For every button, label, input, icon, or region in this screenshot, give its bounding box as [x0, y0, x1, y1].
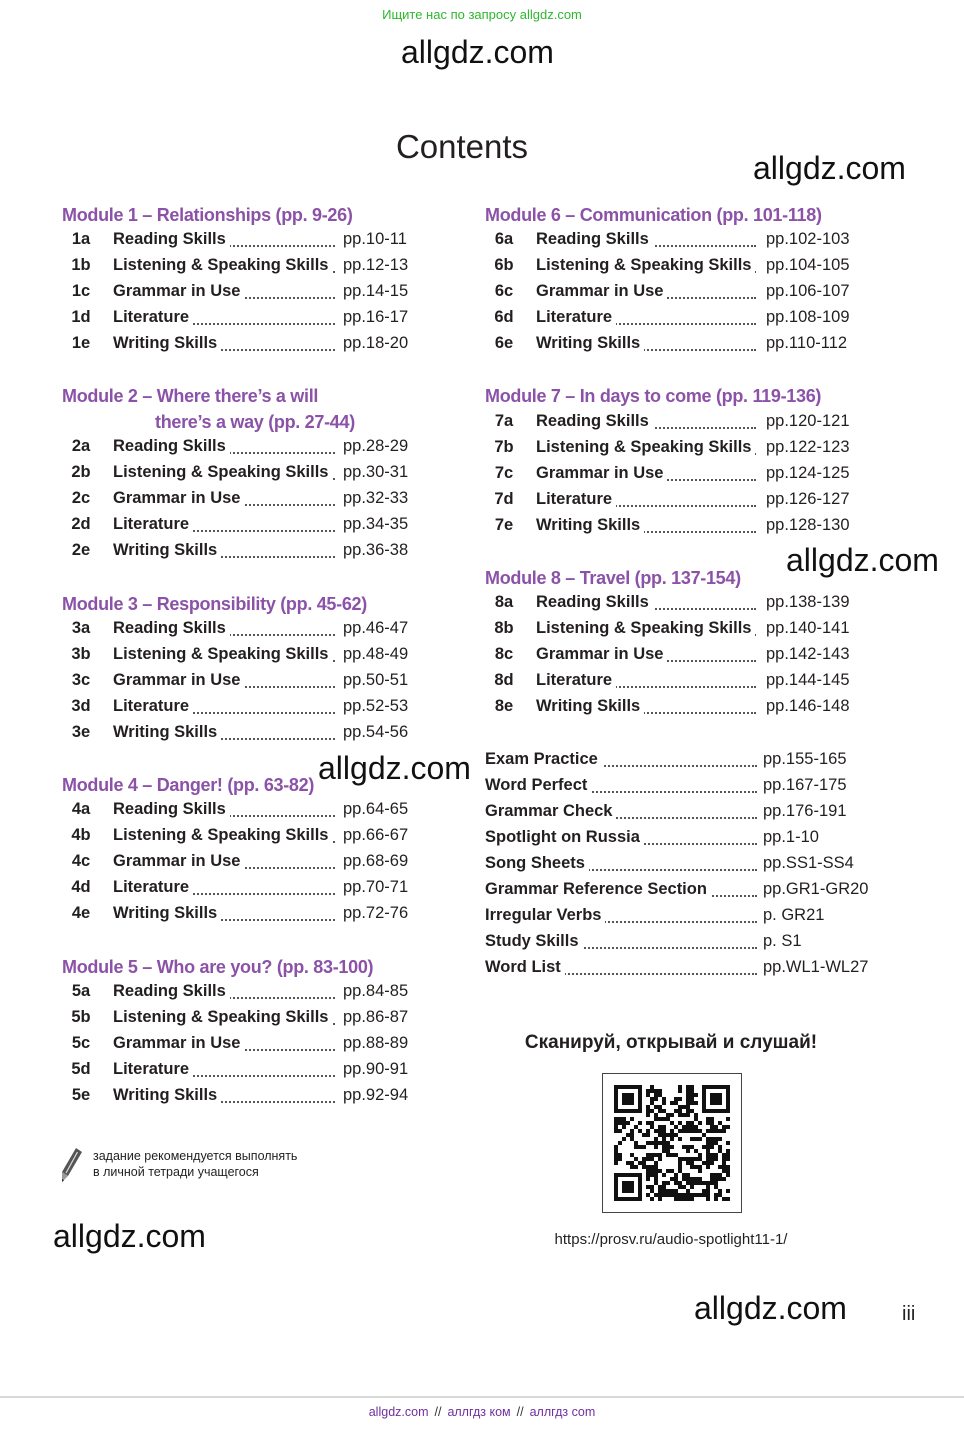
toc-entry[interactable]: [67, 1060, 425, 1086]
lesson-title: Listening & Speaking Skills: [536, 619, 755, 638]
lesson-code: 5b: [71, 1008, 91, 1026]
lesson-code: 3d: [71, 697, 91, 715]
module-heading: Module 3 – Responsibility (pp. 45-62): [62, 594, 367, 614]
lesson-code: 5a: [71, 982, 91, 1000]
section-title: Grammar Reference Section: [485, 880, 711, 899]
toc-entry[interactable]: [490, 282, 850, 308]
watermark: allgdz.com: [401, 34, 554, 70]
toc-entry[interactable]: [490, 308, 850, 334]
lesson-code: 6b: [494, 256, 514, 274]
page-range: pp.34-35: [339, 515, 408, 534]
lesson-code: 5c: [71, 1034, 91, 1052]
lesson-title: Literature: [113, 515, 193, 534]
pencil-icon: [58, 1146, 84, 1184]
watermark: allgdz.com: [53, 1218, 206, 1254]
toc-entry[interactable]: [67, 878, 425, 904]
lesson-code: 7c: [494, 464, 514, 482]
module-heading: Module 7 – In days to come (pp. 119-136): [485, 386, 822, 406]
lesson-code: 6e: [494, 334, 514, 352]
toc-entry[interactable]: [485, 776, 865, 802]
workbook-note: [93, 1148, 297, 1180]
lesson-code: 3b: [71, 645, 91, 663]
lesson-title: Literature: [536, 490, 616, 509]
lesson-code: 8b: [494, 619, 514, 637]
lesson-code: 5e: [71, 1086, 91, 1104]
lesson-title: Listening & Speaking Skills: [113, 645, 332, 664]
page-range: pp.110-112: [762, 334, 847, 353]
lesson-title: Grammar in Use: [113, 282, 244, 301]
page-range: pp.108-109: [762, 308, 850, 327]
lesson-code: 3c: [71, 671, 91, 689]
section-title: Grammar Check: [485, 802, 616, 821]
lesson-title: Writing Skills: [536, 516, 644, 535]
page-range: pp.32-33: [339, 489, 408, 508]
page-range: pp.176-191: [763, 802, 847, 820]
toc-entry[interactable]: [67, 1008, 425, 1034]
lesson-code: 4e: [71, 904, 91, 922]
page-range: pp.126-127: [762, 490, 850, 509]
top-note: Ищите нас по запросу allgdz.com: [382, 7, 582, 22]
page-range: pp.146-148: [762, 697, 850, 716]
page-range: p. GR21: [763, 906, 825, 924]
toc-entry[interactable]: [67, 463, 425, 489]
toc-entry[interactable]: [490, 334, 846, 360]
toc-entry[interactable]: [67, 230, 425, 256]
section-title: Spotlight on Russia: [485, 828, 644, 847]
toc-entry[interactable]: [490, 230, 850, 256]
footer-link[interactable]: аллгдз ком: [447, 1405, 511, 1419]
lesson-title: Grammar in Use: [536, 645, 667, 664]
lesson-title: Reading Skills: [113, 437, 230, 456]
lesson-title: Literature: [113, 697, 193, 716]
lesson-code: 2a: [71, 437, 91, 455]
lesson-code: 1d: [71, 308, 91, 326]
toc-entry[interactable]: [67, 800, 425, 826]
toc-entry[interactable]: [67, 515, 425, 541]
section-title: Word Perfect: [485, 776, 591, 795]
page-range: pp.50-51: [339, 671, 408, 690]
toc-entry[interactable]: [490, 593, 850, 619]
page-range: pp.28-29: [339, 437, 408, 456]
toc-entry[interactable]: [67, 437, 425, 463]
lesson-code: 2c: [71, 489, 91, 507]
lesson-title: Writing Skills: [113, 723, 221, 742]
page-range: pp.70-71: [339, 878, 408, 897]
lesson-code: 2d: [71, 515, 91, 533]
page-range: pp.167-175: [763, 776, 847, 794]
page-range: pp.144-145: [762, 671, 850, 690]
lesson-title: Literature: [536, 308, 616, 327]
toc-entry[interactable]: [490, 412, 850, 438]
page-title: Contents: [395, 128, 529, 165]
page-range: pp.72-76: [339, 904, 408, 923]
lesson-title: Reading Skills: [113, 230, 230, 249]
qr-code[interactable]: [602, 1073, 742, 1213]
page-range: pp.140-141: [762, 619, 850, 638]
lesson-title: Writing Skills: [113, 334, 221, 353]
page-range: pp.16-17: [339, 308, 408, 327]
lesson-title: Listening & Speaking Skills: [536, 438, 755, 457]
toc-entry[interactable]: [67, 645, 425, 671]
toc-entry[interactable]: [485, 854, 865, 880]
workbook-note-line: в личной тетради учащегося: [93, 1165, 259, 1179]
toc-entry[interactable]: [67, 671, 425, 697]
lesson-title: Reading Skills: [536, 593, 653, 612]
toc-entry[interactable]: [67, 541, 425, 567]
lesson-title: Listening & Speaking Skills: [113, 1008, 332, 1027]
footer-link[interactable]: аллгдз com: [529, 1405, 596, 1419]
module-heading-continued: there’s a way (pp. 27-44): [155, 412, 355, 432]
lesson-title: Reading Skills: [536, 412, 653, 431]
section-title: Word List: [485, 958, 565, 977]
page-range: pp.68-69: [339, 852, 408, 871]
toc-entry[interactable]: [490, 619, 850, 645]
lesson-title: Writing Skills: [113, 541, 221, 560]
page-range: pp.46-47: [339, 619, 408, 638]
lesson-title: Grammar in Use: [113, 1034, 244, 1053]
lesson-code: 1b: [71, 256, 91, 274]
module-heading: Module 2 – Where there’s a will: [62, 386, 319, 406]
lesson-title: Reading Skills: [113, 800, 230, 819]
page-range: pp.120-121: [762, 412, 850, 431]
lesson-title: Literature: [113, 1060, 193, 1079]
watermark: allgdz.com: [694, 1290, 847, 1326]
toc-entry[interactable]: [67, 619, 425, 645]
lesson-title: Reading Skills: [536, 230, 653, 249]
lesson-title: Writing Skills: [536, 334, 644, 353]
watermark: allgdz.com: [753, 150, 906, 186]
lesson-title: Grammar in Use: [113, 852, 244, 871]
lesson-title: Listening & Speaking Skills: [113, 826, 332, 845]
lesson-title: Literature: [113, 308, 193, 327]
lesson-code: 7e: [494, 516, 514, 534]
lesson-code: 3a: [71, 619, 91, 637]
lesson-code: 7b: [494, 438, 514, 456]
toc-entry[interactable]: [485, 880, 869, 906]
lesson-code: 8c: [494, 645, 514, 663]
toc-entry[interactable]: [67, 1086, 425, 1112]
section-title: Study Skills: [485, 932, 583, 951]
page-range: pp.52-53: [339, 697, 408, 716]
section-title: Song Sheets: [485, 854, 589, 873]
toc-entry[interactable]: [485, 828, 865, 854]
toc-entry[interactable]: [490, 645, 850, 671]
lesson-title: Writing Skills: [113, 904, 221, 923]
toc-entry[interactable]: [490, 697, 850, 723]
lesson-title: Grammar in Use: [113, 489, 244, 508]
lesson-code: 6a: [494, 230, 514, 248]
lesson-title: Reading Skills: [113, 619, 230, 638]
page-range: pp.106-107: [762, 282, 850, 301]
toc-entry[interactable]: [485, 958, 869, 984]
lesson-code: 8e: [494, 697, 514, 715]
toc-entry[interactable]: [67, 308, 425, 334]
toc-entry[interactable]: [67, 334, 425, 360]
footer-links: [0, 1405, 964, 1419]
scan-heading: Сканируй, открывай и слушай!: [524, 1032, 818, 1053]
lesson-title: Literature: [536, 671, 616, 690]
toc-entry[interactable]: [67, 826, 425, 852]
lesson-code: 7a: [494, 412, 514, 430]
lesson-code: 4a: [71, 800, 91, 818]
lesson-code: 4d: [71, 878, 91, 896]
lesson-code: 1c: [71, 282, 91, 300]
page-range: pp.128-130: [762, 516, 850, 535]
lesson-title: Listening & Speaking Skills: [113, 463, 332, 482]
footer-divider: [0, 1396, 964, 1398]
toc-entry[interactable]: [67, 904, 425, 930]
lesson-code: 6d: [494, 308, 514, 326]
toc-entry[interactable]: [67, 282, 425, 308]
page-range: pp.WL1-WL27: [763, 958, 869, 976]
lesson-code: 7d: [494, 490, 514, 508]
lesson-code: 6c: [494, 282, 514, 300]
page-range: pp.92-94: [339, 1086, 408, 1105]
page-range: pp.142-143: [762, 645, 850, 664]
module-heading: Module 1 – Relationships (pp. 9-26): [62, 205, 353, 225]
page-range: pp.88-89: [339, 1034, 408, 1053]
page-number: iii: [902, 1303, 916, 1325]
lesson-code: 4b: [71, 826, 91, 844]
page-range: pp.54-56: [339, 723, 408, 742]
toc-entry[interactable]: [490, 464, 850, 490]
lesson-title: Listening & Speaking Skills: [536, 256, 755, 275]
lesson-title: Grammar in Use: [536, 282, 667, 301]
page-range: pp.1-10: [763, 828, 819, 846]
module-heading: Module 4 – Danger! (pp. 63-82): [62, 775, 315, 795]
lesson-code: 1a: [71, 230, 91, 248]
page-range: pp.SS1-SS4: [763, 854, 854, 872]
toc-entry[interactable]: [490, 671, 850, 697]
toc-entry[interactable]: [485, 932, 865, 958]
page-range: pp.36-38: [339, 541, 408, 560]
lesson-code: 2e: [71, 541, 91, 559]
lesson-code: 5d: [71, 1060, 91, 1078]
page-range: pp.155-165: [763, 750, 847, 768]
lesson-title: Grammar in Use: [536, 464, 667, 483]
toc-entry[interactable]: [67, 852, 425, 878]
toc-entry[interactable]: [67, 723, 425, 749]
toc-entry[interactable]: [67, 697, 425, 723]
watermark: allgdz.com: [786, 542, 939, 578]
footer-separator: //: [516, 1405, 524, 1419]
section-title: Irregular Verbs: [485, 906, 605, 925]
page-range: p. S1: [763, 932, 802, 950]
lesson-code: 2b: [71, 463, 91, 481]
page-range: pp.30-31: [339, 463, 408, 482]
page-range: pp.138-139: [762, 593, 850, 612]
lesson-title: Reading Skills: [113, 982, 230, 1001]
toc-entry[interactable]: [485, 906, 865, 932]
page-range: pp.GR1-GR20: [763, 880, 869, 898]
page-range: pp.64-65: [339, 800, 408, 819]
lesson-code: 1e: [71, 334, 91, 352]
toc-entry[interactable]: [490, 516, 850, 542]
lesson-code: 4c: [71, 852, 91, 870]
lesson-code: 8a: [494, 593, 514, 611]
toc-entry[interactable]: [67, 489, 425, 515]
page-range: pp.14-15: [339, 282, 408, 301]
page-range: pp.104-105: [762, 256, 850, 275]
toc-entry[interactable]: [490, 490, 850, 516]
section-title: Exam Practice: [485, 750, 602, 769]
page-range: pp.48-49: [339, 645, 408, 664]
module-heading: Module 5 – Who are you? (pp. 83-100): [62, 957, 374, 977]
page-range: pp.10-11: [339, 230, 407, 249]
lesson-title: Writing Skills: [536, 697, 644, 716]
page-range: pp.66-67: [339, 826, 408, 845]
page-range: pp.124-125: [762, 464, 850, 483]
page-range: pp.18-20: [339, 334, 408, 353]
footer-separator: //: [434, 1405, 442, 1419]
lesson-code: 3e: [71, 723, 91, 741]
toc-entry[interactable]: [67, 1034, 425, 1060]
audio-url[interactable]: https://prosv.ru/audio-spotlight11-1/: [554, 1231, 788, 1248]
page-range: pp.12-13: [339, 256, 408, 275]
footer-link[interactable]: allgdz.com: [368, 1405, 429, 1419]
toc-entry[interactable]: [485, 750, 865, 776]
page-range: pp.84-85: [339, 982, 408, 1001]
workbook-note-line: задание рекомендуется выполнять: [93, 1149, 298, 1163]
lesson-title: Listening & Speaking Skills: [113, 256, 332, 275]
toc-entry[interactable]: [67, 982, 425, 1008]
page-range: pp.102-103: [762, 230, 850, 249]
toc-entry[interactable]: [67, 256, 425, 282]
lesson-title: Writing Skills: [113, 1086, 221, 1105]
toc-entry[interactable]: [490, 256, 850, 282]
page-range: pp.122-123: [762, 438, 850, 457]
toc-entry[interactable]: [490, 438, 850, 464]
lesson-code: 8d: [494, 671, 514, 689]
module-heading: Module 8 – Travel (pp. 137-154): [485, 568, 741, 588]
toc-entry[interactable]: [485, 802, 865, 828]
watermark: allgdz.com: [318, 750, 471, 786]
page-range: pp.86-87: [339, 1008, 408, 1027]
lesson-title: Literature: [113, 878, 193, 897]
page-range: pp.90-91: [339, 1060, 408, 1079]
lesson-title: Grammar in Use: [113, 671, 244, 690]
module-heading: Module 6 – Communication (pp. 101-118): [485, 205, 822, 225]
